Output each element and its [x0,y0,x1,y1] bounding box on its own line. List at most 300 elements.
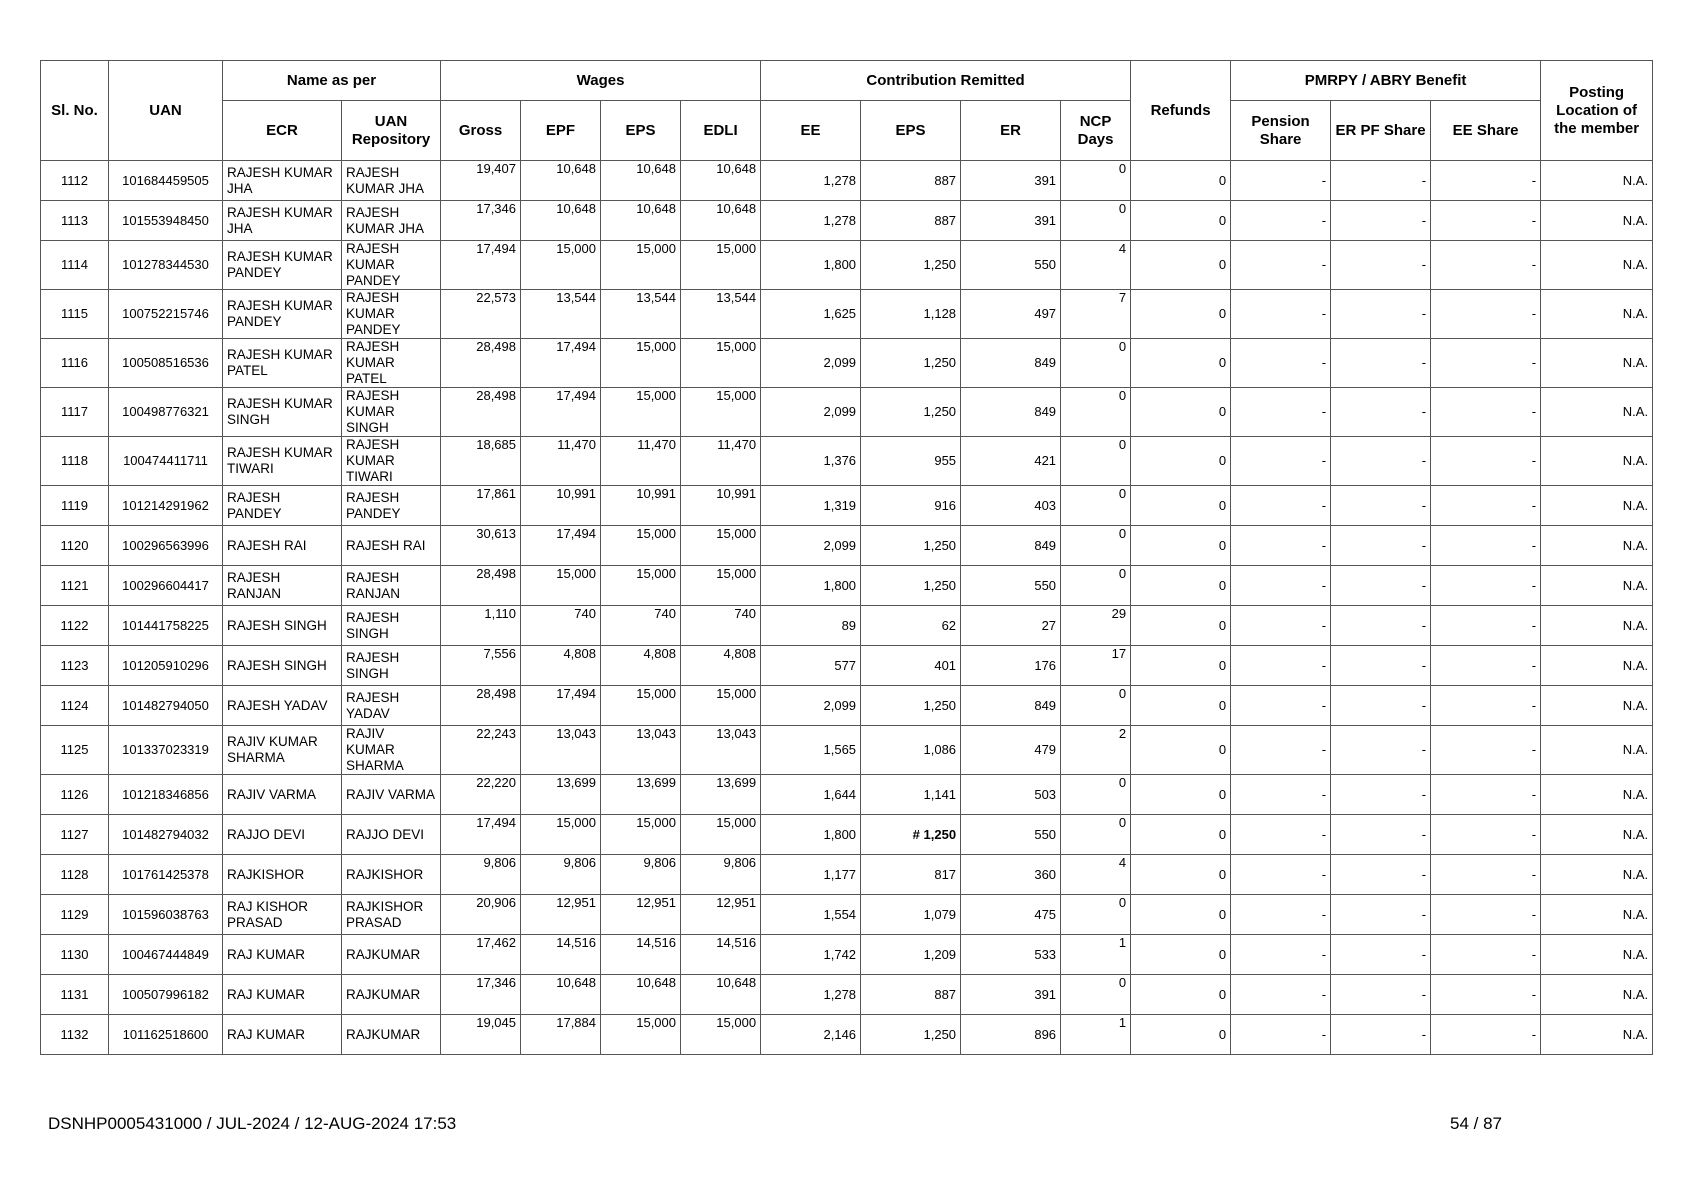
cell-er: 391 [961,161,1061,201]
header-wages: Wages [441,61,761,101]
table-row [41,241,1653,290]
cell-ee-share: - [1431,526,1541,566]
cell-pension-share: - [1231,1015,1331,1055]
cell-uan: 100296604417 [109,566,223,606]
cell-er-pf-share: - [1331,895,1431,935]
cell-posting-location: N.A. [1541,975,1653,1015]
cell-contribution-eps: 916 [861,486,961,526]
cell-refunds: 0 [1131,726,1231,775]
cell-posting-location: N.A. [1541,566,1653,606]
cell-er: 360 [961,855,1061,895]
table-row [41,855,1653,895]
cell-uan: 101761425378 [109,855,223,895]
cell-gross: 22,220 [441,775,521,815]
cell-ee: 2,099 [761,526,861,566]
header-ncp-days: NCP Days [1061,101,1131,161]
cell-ncp-days: 2 [1061,726,1131,775]
cell-pension-share: - [1231,486,1331,526]
cell-ee: 2,146 [761,1015,861,1055]
cell-ee: 1,800 [761,241,861,290]
cell-uan: 101214291962 [109,486,223,526]
cell-epf: 15,000 [521,815,601,855]
table-row [41,686,1653,726]
cell-ee-share: - [1431,437,1541,486]
cell-er-pf-share: - [1331,437,1431,486]
cell-er: 550 [961,241,1061,290]
cell-ee-share: - [1431,486,1541,526]
cell-ncp-days: 0 [1061,815,1131,855]
cell-epf: 17,884 [521,1015,601,1055]
cell-er: 503 [961,775,1061,815]
cell-contribution-eps: 887 [861,201,961,241]
cell-uan-repository-name: RAJESH KUMAR PANDEY [342,290,441,339]
cell-sl-no: 1112 [41,161,109,201]
cell-ecr-name: RAJIV KUMAR SHARMA [223,726,342,775]
cell-pension-share: - [1231,855,1331,895]
cell-pension-share: - [1231,526,1331,566]
cell-refunds: 0 [1131,935,1231,975]
cell-er-pf-share: - [1331,935,1431,975]
cell-gross: 22,573 [441,290,521,339]
cell-pension-share: - [1231,726,1331,775]
table-row [41,290,1653,339]
cell-uan: 100508516536 [109,339,223,388]
cell-uan-repository-name: RAJESH RANJAN [342,566,441,606]
cell-pension-share: - [1231,437,1331,486]
cell-sl-no: 1115 [41,290,109,339]
cell-eps: 15,000 [601,241,681,290]
cell-contribution-eps: 1,250 [861,686,961,726]
cell-uan: 101162518600 [109,1015,223,1055]
header-er: ER [961,101,1061,161]
cell-posting-location: N.A. [1541,241,1653,290]
cell-posting-location: N.A. [1541,815,1653,855]
cell-ecr-name: RAJESH KUMAR TIWARI [223,437,342,486]
header-contribution-eps: EPS [861,101,961,161]
cell-contribution-eps: 401 [861,646,961,686]
cell-epf: 10,648 [521,201,601,241]
cell-epf: 12,951 [521,895,601,935]
cell-uan-repository-name: RAJESH KUMAR SINGH [342,388,441,437]
table-row [41,201,1653,241]
header-pension-share: Pension Share [1231,101,1331,161]
cell-ee-share: - [1431,935,1541,975]
cell-ee: 1,376 [761,437,861,486]
cell-gross: 17,494 [441,241,521,290]
cell-edli: 740 [681,606,761,646]
cell-posting-location: N.A. [1541,161,1653,201]
cell-pension-share: - [1231,388,1331,437]
cell-er: 391 [961,201,1061,241]
cell-gross: 17,861 [441,486,521,526]
footer-page-number: 54 / 87 [1450,1114,1502,1133]
cell-uan-repository-name: RAJIV VARMA [342,775,441,815]
cell-epf: 13,699 [521,775,601,815]
cell-uan-repository-name: RAJKUMAR [342,1015,441,1055]
cell-sl-no: 1131 [41,975,109,1015]
cell-ee: 1,800 [761,815,861,855]
cell-gross: 28,498 [441,339,521,388]
cell-uan-repository-name: RAJIV KUMAR SHARMA [342,726,441,775]
cell-posting-location: N.A. [1541,895,1653,935]
cell-er-pf-share: - [1331,566,1431,606]
cell-ee: 577 [761,646,861,686]
cell-sl-no: 1116 [41,339,109,388]
cell-ee-share: - [1431,646,1541,686]
cell-epf: 15,000 [521,241,601,290]
cell-eps: 15,000 [601,815,681,855]
cell-posting-location: N.A. [1541,775,1653,815]
cell-uan: 101684459505 [109,161,223,201]
cell-ncp-days: 1 [1061,1015,1131,1055]
cell-edli: 10,648 [681,975,761,1015]
cell-uan-repository-name: RAJKISHOR [342,855,441,895]
cell-ecr-name: RAJESH YADAV [223,686,342,726]
cell-sl-no: 1114 [41,241,109,290]
cell-er-pf-share: - [1331,339,1431,388]
cell-gross: 1,110 [441,606,521,646]
cell-eps: 15,000 [601,526,681,566]
cell-eps: 4,808 [601,646,681,686]
cell-er-pf-share: - [1331,486,1431,526]
cell-ee: 2,099 [761,339,861,388]
table-row [41,437,1653,486]
cell-er-pf-share: - [1331,686,1431,726]
cell-er: 849 [961,686,1061,726]
cell-refunds: 0 [1131,437,1231,486]
cell-edli: 15,000 [681,526,761,566]
cell-uan-repository-name: RAJESH KUMAR JHA [342,161,441,201]
cell-ee: 1,278 [761,201,861,241]
cell-pension-share: - [1231,975,1331,1015]
cell-posting-location: N.A. [1541,290,1653,339]
cell-er: 421 [961,437,1061,486]
cell-refunds: 0 [1131,646,1231,686]
cell-edli: 15,000 [681,815,761,855]
cell-posting-location: N.A. [1541,486,1653,526]
cell-ee: 1,625 [761,290,861,339]
cell-ee-share: - [1431,339,1541,388]
cell-ncp-days: 0 [1061,486,1131,526]
cell-sl-no: 1122 [41,606,109,646]
cell-posting-location: N.A. [1541,935,1653,975]
cell-pension-share: - [1231,895,1331,935]
cell-gross: 17,346 [441,975,521,1015]
cell-uan-repository-name: RAJESH KUMAR JHA [342,201,441,241]
cell-pension-share: - [1231,606,1331,646]
cell-sl-no: 1120 [41,526,109,566]
cell-contribution-eps: 955 [861,437,961,486]
cell-ee: 1,278 [761,975,861,1015]
cell-epf: 17,494 [521,686,601,726]
cell-posting-location: N.A. [1541,1015,1653,1055]
cell-ncp-days: 0 [1061,201,1131,241]
cell-ee: 1,644 [761,775,861,815]
cell-contribution-eps: 1,128 [861,290,961,339]
cell-sl-no: 1125 [41,726,109,775]
cell-edli: 4,808 [681,646,761,686]
header-ecr: ECR [223,101,342,161]
cell-epf: 11,470 [521,437,601,486]
cell-uan-repository-name: RAJESH KUMAR PANDEY [342,241,441,290]
cell-gross: 28,498 [441,388,521,437]
cell-eps: 9,806 [601,855,681,895]
cell-eps: 12,951 [601,895,681,935]
cell-epf: 10,991 [521,486,601,526]
cell-ecr-name: RAJJO DEVI [223,815,342,855]
cell-ncp-days: 4 [1061,855,1131,895]
cell-posting-location: N.A. [1541,388,1653,437]
cell-ee: 1,554 [761,895,861,935]
cell-ncp-days: 0 [1061,339,1131,388]
cell-epf: 10,648 [521,161,601,201]
cell-uan-repository-name: RAJKUMAR [342,935,441,975]
cell-sl-no: 1132 [41,1015,109,1055]
cell-refunds: 0 [1131,815,1231,855]
cell-ecr-name: RAJ KISHOR PRASAD [223,895,342,935]
cell-ee-share: - [1431,815,1541,855]
cell-er: 550 [961,815,1061,855]
cell-edli: 14,516 [681,935,761,975]
cell-pension-share: - [1231,201,1331,241]
cell-uan-repository-name: RAJESH SINGH [342,646,441,686]
cell-uan: 100507996182 [109,975,223,1015]
cell-ee: 1,278 [761,161,861,201]
cell-contribution-eps: 1,250 [861,566,961,606]
cell-ee-share: - [1431,161,1541,201]
cell-refunds: 0 [1131,526,1231,566]
header-refunds: Refunds [1131,61,1231,161]
cell-posting-location: N.A. [1541,526,1653,566]
cell-edli: 11,470 [681,437,761,486]
cell-ncp-days: 29 [1061,606,1131,646]
cell-edli: 13,544 [681,290,761,339]
cell-gross: 7,556 [441,646,521,686]
cell-er-pf-share: - [1331,201,1431,241]
cell-er-pf-share: - [1331,290,1431,339]
header-ee: EE [761,101,861,161]
cell-contribution-eps: 1,209 [861,935,961,975]
cell-er-pf-share: - [1331,161,1431,201]
cell-er: 475 [961,895,1061,935]
cell-ncp-days: 4 [1061,241,1131,290]
cell-edli: 15,000 [681,686,761,726]
cell-er-pf-share: - [1331,975,1431,1015]
cell-ecr-name: RAJESH SINGH [223,606,342,646]
cell-er: 27 [961,606,1061,646]
cell-ecr-name: RAJ KUMAR [223,935,342,975]
cell-epf: 17,494 [521,388,601,437]
cell-gross: 28,498 [441,686,521,726]
cell-ee-share: - [1431,775,1541,815]
table-row [41,339,1653,388]
cell-ee-share: - [1431,201,1541,241]
cell-sl-no: 1124 [41,686,109,726]
cell-eps: 13,544 [601,290,681,339]
cell-pension-share: - [1231,686,1331,726]
cell-edli: 15,000 [681,388,761,437]
cell-ecr-name: RAJESH PANDEY [223,486,342,526]
cell-ee: 1,565 [761,726,861,775]
cell-sl-no: 1119 [41,486,109,526]
cell-er: 849 [961,388,1061,437]
header-epf: EPF [521,101,601,161]
cell-ncp-days: 0 [1061,975,1131,1015]
cell-epf: 10,648 [521,975,601,1015]
table-row [41,726,1653,775]
cell-ncp-days: 17 [1061,646,1131,686]
cell-eps: 10,648 [601,161,681,201]
cell-contribution-eps: 887 [861,975,961,1015]
table-row [41,566,1653,606]
cell-uan-repository-name: RAJJO DEVI [342,815,441,855]
cell-ncp-days: 0 [1061,437,1131,486]
cell-uan: 100474411711 [109,437,223,486]
cell-pension-share: - [1231,339,1331,388]
cell-gross: 19,045 [441,1015,521,1055]
cell-edli: 12,951 [681,895,761,935]
cell-er: 550 [961,566,1061,606]
cell-contribution-eps: 1,079 [861,895,961,935]
table-row [41,935,1653,975]
table-row [41,975,1653,1015]
cell-er-pf-share: - [1331,241,1431,290]
cell-uan: 101337023319 [109,726,223,775]
footer-document-ref: DSNHP0005431000 / JUL-2024 / 12-AUG-2024 17:53 [48,1114,457,1133]
cell-uan-repository-name: RAJESH KUMAR PATEL [342,339,441,388]
cell-ee-share: - [1431,290,1541,339]
cell-ee: 1,742 [761,935,861,975]
cell-sl-no: 1127 [41,815,109,855]
cell-ee: 2,099 [761,388,861,437]
cell-uan-repository-name: RAJKISHOR PRASAD [342,895,441,935]
cell-refunds: 0 [1131,161,1231,201]
cell-sl-no: 1130 [41,935,109,975]
cell-uan: 101482794050 [109,686,223,726]
cell-posting-location: N.A. [1541,855,1653,895]
header-contribution-remitted: Contribution Remitted [761,61,1131,101]
cell-sl-no: 1128 [41,855,109,895]
cell-ecr-name: RAJKISHOR [223,855,342,895]
cell-gross: 18,685 [441,437,521,486]
header-posting-location: Posting Location of the member [1541,61,1653,161]
cell-epf: 13,043 [521,726,601,775]
cell-ecr-name: RAJESH KUMAR PATEL [223,339,342,388]
table-row [41,775,1653,815]
cell-sl-no: 1123 [41,646,109,686]
cell-sl-no: 1113 [41,201,109,241]
cell-er: 497 [961,290,1061,339]
cell-uan: 100467444849 [109,935,223,975]
cell-posting-location: N.A. [1541,726,1653,775]
cell-edli: 9,806 [681,855,761,895]
cell-er-pf-share: - [1331,855,1431,895]
cell-posting-location: N.A. [1541,686,1653,726]
cell-contribution-eps: 62 [861,606,961,646]
cell-ecr-name: RAJESH SINGH [223,646,342,686]
cell-ncp-days: 0 [1061,161,1131,201]
cell-refunds: 0 [1131,388,1231,437]
cell-ecr-name: RAJIV VARMA [223,775,342,815]
header-name-as-per: Name as per [223,61,441,101]
cell-gross: 9,806 [441,855,521,895]
cell-refunds: 0 [1131,241,1231,290]
cell-er-pf-share: - [1331,815,1431,855]
cell-epf: 13,544 [521,290,601,339]
cell-eps: 15,000 [601,388,681,437]
cell-er: 176 [961,646,1061,686]
table-row [41,388,1653,437]
cell-posting-location: N.A. [1541,646,1653,686]
cell-er: 403 [961,486,1061,526]
cell-eps: 13,043 [601,726,681,775]
cell-ee: 1,800 [761,566,861,606]
cell-eps: 15,000 [601,566,681,606]
cell-contribution-eps: # 1,250 [861,815,961,855]
cell-uan-repository-name: RAJESH PANDEY [342,486,441,526]
cell-er: 849 [961,339,1061,388]
cell-edli: 10,648 [681,161,761,201]
table-body [41,161,1653,1055]
cell-contribution-eps: 1,250 [861,241,961,290]
cell-epf: 17,494 [521,339,601,388]
cell-gross: 19,407 [441,161,521,201]
cell-ecr-name: RAJESH RANJAN [223,566,342,606]
cell-refunds: 0 [1131,201,1231,241]
cell-ecr-name: RAJESH KUMAR PANDEY [223,290,342,339]
cell-edli: 15,000 [681,566,761,606]
header-sl-no: Sl. No. [41,61,109,161]
cell-epf: 14,516 [521,935,601,975]
cell-uan: 101553948450 [109,201,223,241]
cell-eps: 14,516 [601,935,681,975]
cell-refunds: 0 [1131,686,1231,726]
cell-contribution-eps: 887 [861,161,961,201]
cell-uan-repository-name: RAJESH RAI [342,526,441,566]
cell-er-pf-share: - [1331,775,1431,815]
cell-epf: 4,808 [521,646,601,686]
cell-uan-repository-name: RAJESH SINGH [342,606,441,646]
cell-er: 849 [961,526,1061,566]
cell-refunds: 0 [1131,895,1231,935]
cell-refunds: 0 [1131,339,1231,388]
cell-eps: 15,000 [601,1015,681,1055]
cell-epf: 9,806 [521,855,601,895]
table-row [41,161,1653,201]
cell-ncp-days: 0 [1061,388,1131,437]
cell-uan: 100752215746 [109,290,223,339]
cell-ee: 2,099 [761,686,861,726]
cell-er: 479 [961,726,1061,775]
cell-er-pf-share: - [1331,526,1431,566]
cell-uan-repository-name: RAJESH KUMAR TIWARI [342,437,441,486]
cell-uan: 100296563996 [109,526,223,566]
header-edli: EDLI [681,101,761,161]
table-row [41,606,1653,646]
cell-refunds: 0 [1131,290,1231,339]
cell-eps: 15,000 [601,339,681,388]
table-row [41,526,1653,566]
cell-eps: 13,699 [601,775,681,815]
cell-uan: 100498776321 [109,388,223,437]
cell-ee-share: - [1431,686,1541,726]
cell-pension-share: - [1231,646,1331,686]
cell-contribution-eps: 1,250 [861,388,961,437]
cell-ecr-name: RAJ KUMAR [223,975,342,1015]
cell-uan: 101218346856 [109,775,223,815]
header-ee-share: EE Share [1431,101,1541,161]
cell-eps: 10,991 [601,486,681,526]
